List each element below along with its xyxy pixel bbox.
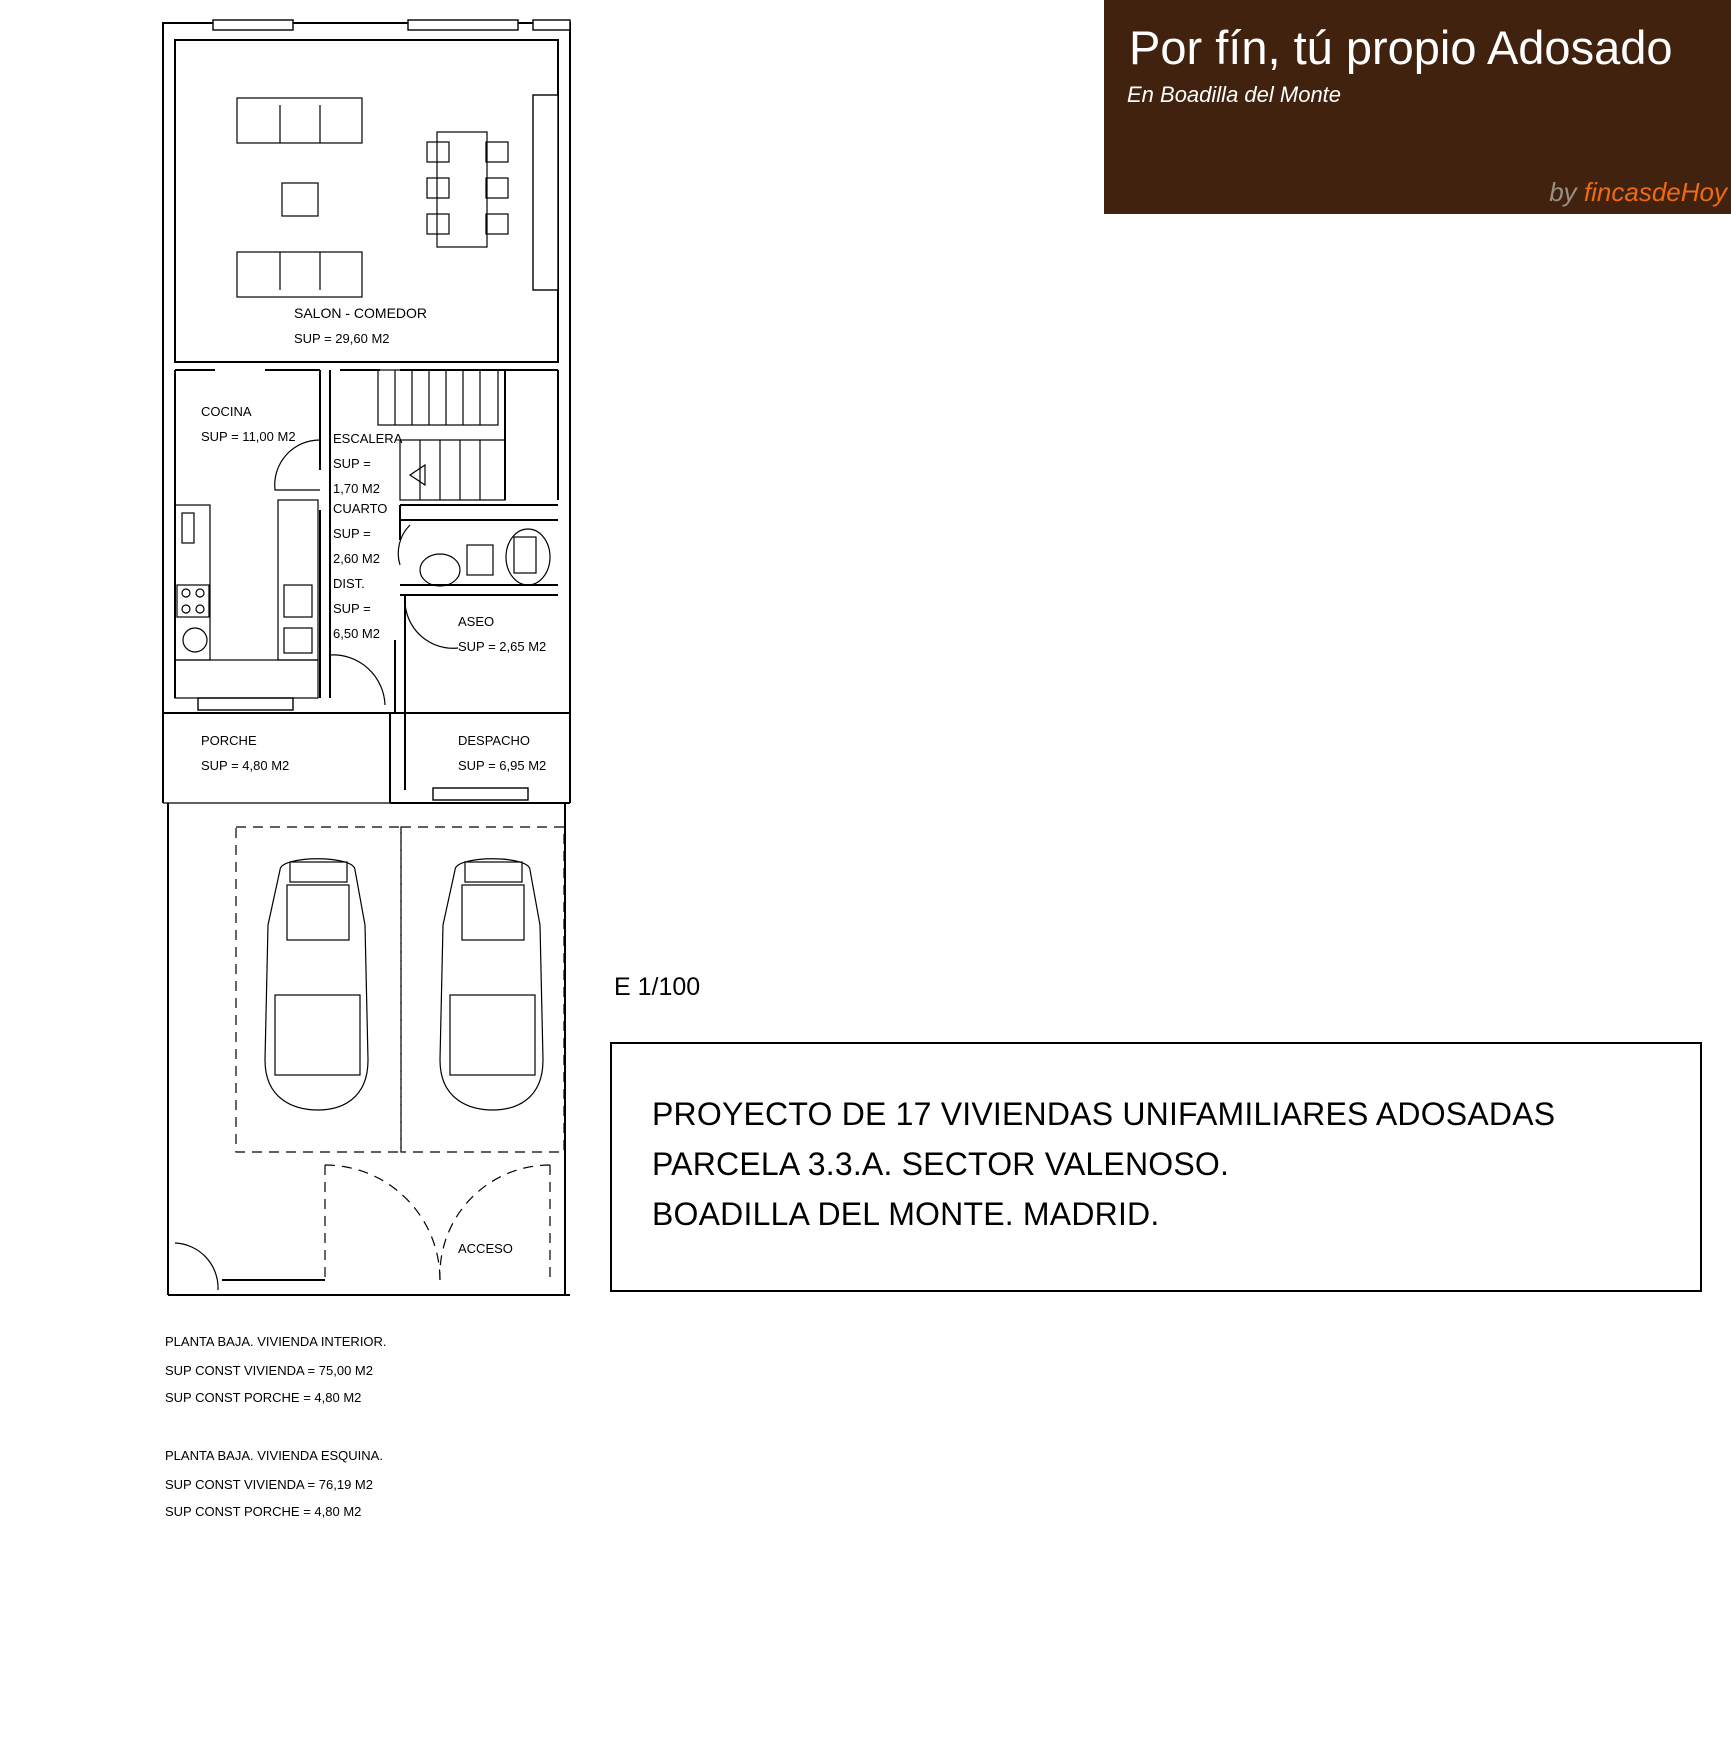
project-line-3: BOADILLA DEL MONTE. MADRID.: [652, 1196, 1160, 1232]
summary-esquina-porche: SUP CONST PORCHE = 4,80 M2: [165, 1504, 362, 1519]
summary-esquina-heading: PLANTA BAJA. VIVIENDA ESQUINA.: [165, 1448, 383, 1463]
escalera-area: 1,70 M2: [333, 481, 380, 496]
banner-title: Por fín, tú propio Adosado: [1129, 21, 1673, 74]
cuarto-name: CUARTO: [333, 501, 388, 516]
car-icon: [265, 859, 368, 1110]
summary-esquina-vivienda: SUP CONST VIVIENDA = 76,19 M2: [165, 1477, 373, 1492]
cuarto-area: 2,60 M2: [333, 551, 380, 566]
aseo-name: ASEO: [458, 614, 495, 629]
escalera-name: ESCALERA: [333, 431, 403, 446]
banner-credit: [1549, 177, 1727, 208]
room-labels: [201, 305, 546, 1256]
salon-area: SUP = 29,60 M2: [294, 331, 390, 346]
cocina-name: COCINA: [201, 404, 252, 419]
banner-subtitle: En Boadilla del Monte: [1127, 82, 1342, 107]
despacho-name: DESPACHO: [458, 733, 530, 748]
scale-label: E 1/100: [614, 973, 701, 1001]
salon-furniture: [237, 98, 508, 297]
car-icon: [440, 859, 543, 1110]
banner-brand: fincasdeHoy: [1583, 177, 1727, 207]
porche-area: SUP = 4,80 M2: [201, 758, 290, 773]
garage: [168, 803, 570, 1295]
porche-name: PORCHE: [201, 733, 257, 748]
cuarto-sup: SUP =: [333, 526, 371, 541]
project-line-1: PROYECTO DE 17 VIVIENDAS UNIFAMILIARES ADOSADAS: [652, 1096, 1556, 1132]
promo-banner: [1104, 0, 1731, 214]
bathroom-fixtures: [420, 529, 550, 586]
summary-interior-vivienda: SUP CONST VIVIENDA = 75,00 M2: [165, 1363, 373, 1378]
project-line-2: PARCELA 3.3.A. SECTOR VALENOSO.: [652, 1146, 1230, 1182]
aseo-area: SUP = 2,65 M2: [458, 639, 547, 654]
doors: [175, 440, 458, 1290]
dist-area: 6,50 M2: [333, 626, 380, 641]
despacho-area: SUP = 6,95 M2: [458, 758, 547, 773]
summary-interior-porche: SUP CONST PORCHE = 4,80 M2: [165, 1390, 362, 1405]
dist-name: DIST.: [333, 576, 365, 591]
project-title-box: [610, 1042, 1702, 1292]
summary-interior-heading: PLANTA BAJA. VIVIENDA INTERIOR.: [165, 1334, 387, 1349]
banner-by: by: [1549, 177, 1577, 207]
acceso-name: ACCESO: [458, 1241, 513, 1256]
kitchen-furniture: [175, 500, 318, 698]
dist-sup: SUP =: [333, 601, 371, 616]
cocina-area: SUP = 11,00 M2: [201, 429, 296, 444]
salon-name: SALON - COMEDOR: [294, 305, 428, 321]
escalera-sup: SUP =: [333, 456, 371, 471]
